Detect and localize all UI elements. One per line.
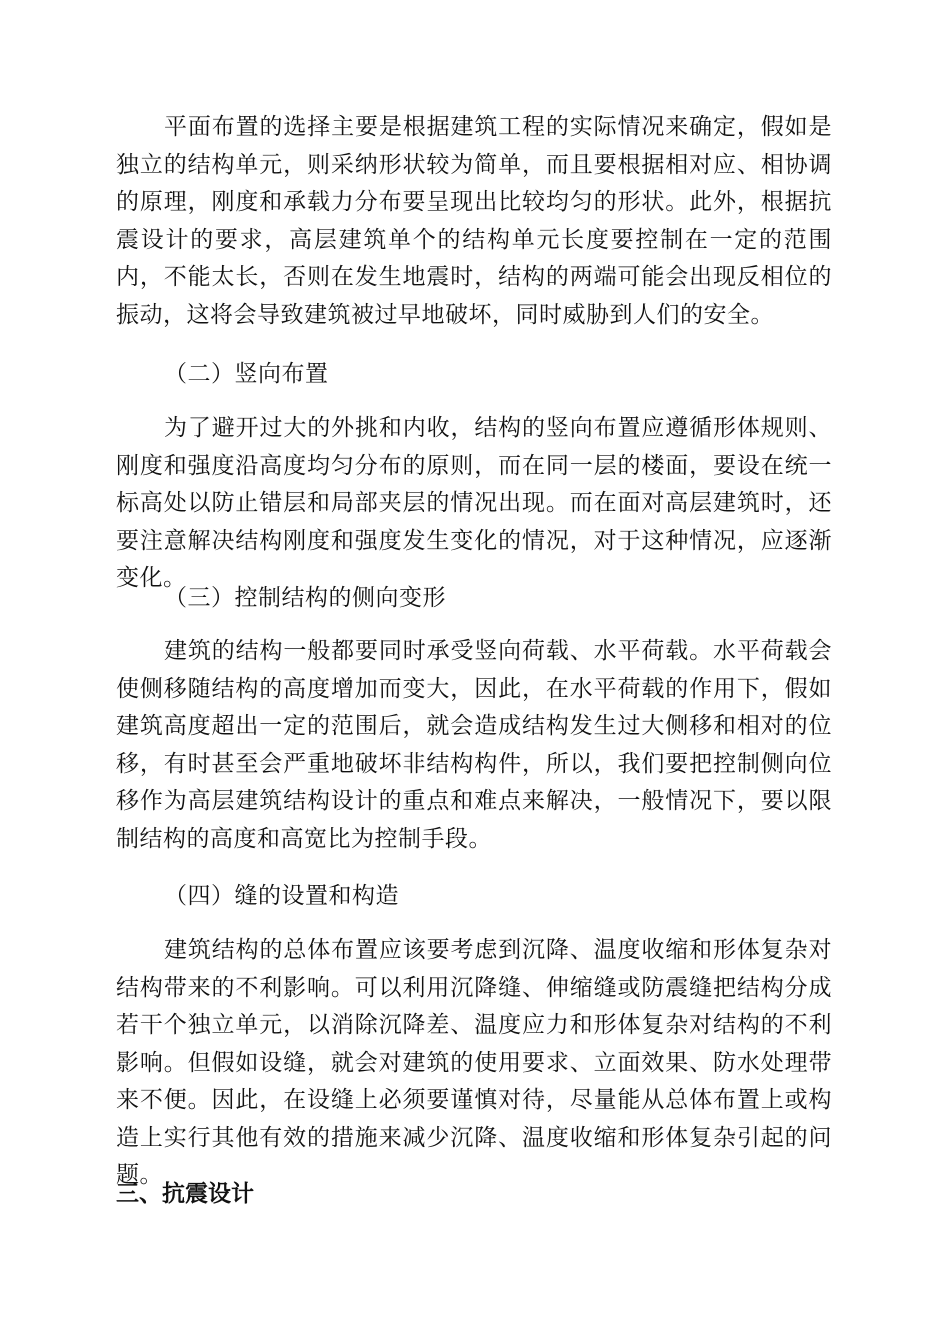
subheading-vertical-layout: （二）竖向布置 bbox=[164, 361, 329, 387]
paragraph-lateral-deformation: 建筑的结构一般都要同时承受竖向荷载、水平荷载。水平荷载会使侧移随结构的高度增加而变大，因此，在水平荷载的作用下，假如建筑高度超出一定的范围后，就会造成结构发生过大侧移和相对的位移，有时甚至会严重地破坏非结构构件，所以，我们要把控制侧向位移作为高层建筑结构设计的重点和难点来解决，一般情况下，要以限制结构的高度和高宽比为控制手段。 bbox=[116, 638, 832, 852]
paragraph-plan-layout: 平面布置的选择主要是根据建筑工程的实际情况来确定，假如是独立的结构单元，则采纳形状较为简单，而且要根据相对应、相协调的原理，刚度和承载力分布要呈现出比较均匀的形状。此外，根据抗震设计的要求，高层建筑单个的结构单元长度要控制在一定的范围内，不能太长，否则在发生地震时，结构的两端可能会出现反相位的振动，这将会导致建筑被过早地破坏，同时威胁到人们的安全。 bbox=[116, 114, 832, 328]
paragraph-vertical-layout: 为了避开过大的外挑和内收，结构的竖向布置应遵循形体规则、刚度和强度沿高度均匀分布的原则，而在同一层的楼面，要设在统一标高处以防止错层和局部夹层的情况出现。而在面对高层建筑时，还要注意解决结构刚度和强度发生变化的情况，对于这种情况，应逐渐变化。 bbox=[116, 415, 832, 591]
subheading-joints: （四）缝的设置和构造 bbox=[164, 883, 399, 909]
paragraph-joints: 建筑结构的总体布置应该要考虑到沉降、温度收缩和形体复杂对结构带来的不利影响。可以利用沉降缝、伸缩缝或防震缝把结构分成若干个独立单元，以消除沉降差、温度应力和形体复杂对结构的不利影响。但假如设缝，就会对建筑的使用要求、立面效果、防水处理带来不便。因此，在设缝上必须要谨慎对待，尽量能从总体布置上或构造上实行其他有效的措施来减少沉降、温度收缩和形体复杂引起的问题。 bbox=[116, 937, 832, 1188]
section-heading-seismic-design: 三、抗震设计 bbox=[116, 1181, 254, 1207]
subheading-lateral-deformation: （三）控制结构的侧向变形 bbox=[164, 585, 446, 611]
